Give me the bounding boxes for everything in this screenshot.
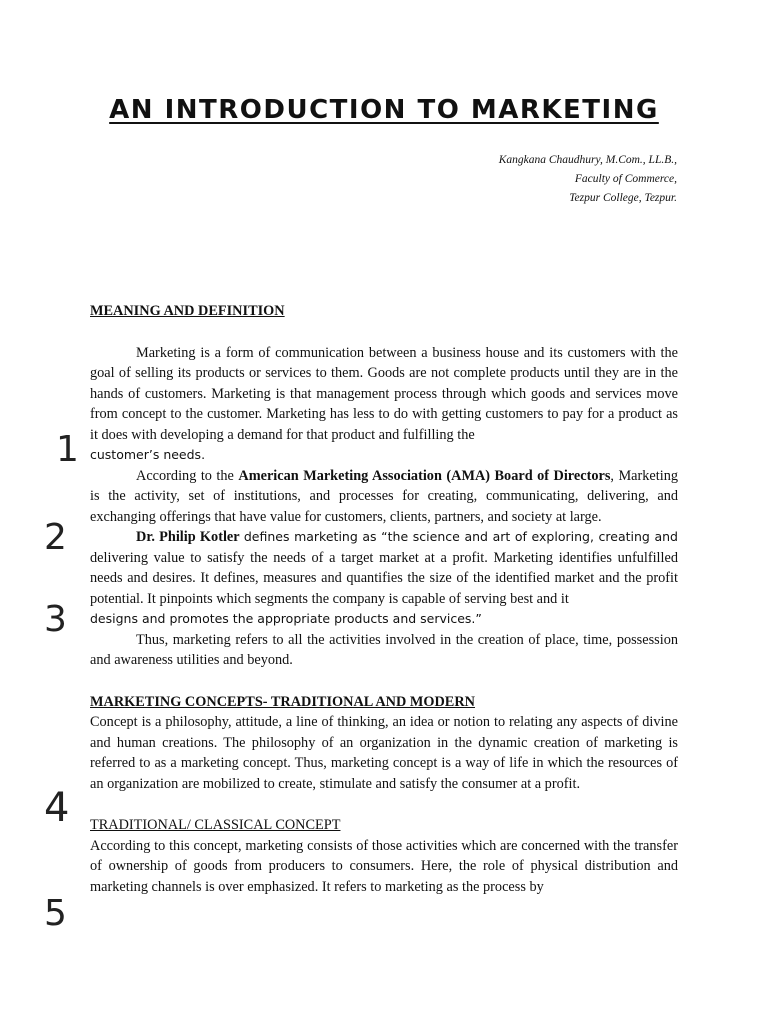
section-heading-meaning: MEANING AND DEFINITION: [90, 303, 285, 319]
paragraph-marketing-definition: Marketing is a form of communication between a business house and its customers with the goal of selling its products or services to them. Goods are not complete products until they are in the hands of customers. Marketing is that management process through which goods and services move from concept to the customer. Marketing has less to do with getting customers to pay for a product as it does with developing a demand for that product and fulfilling the customer’s needs.: [90, 344, 678, 462]
author-department: Faculty of Commerce,: [574, 173, 677, 185]
section-heading-traditional: TRADITIONAL/ CLASSICAL CONCEPT: [90, 817, 341, 833]
margin-number-5: 5: [44, 893, 67, 934]
paragraph-concept: Concept is a philosophy, attitude, a line of thinking, an idea or notion to relating any aspects of divine and human creations. The philosophy of an organization in the dynamic creation of marketing is referred to as a marketing concept. Thus, marketing concept is a way of life in which the resources of an organization are mobilized to create, stimulate and satisfy the consumer at a profit.: [90, 714, 678, 792]
author-college: Tezpur College, Tezpur.: [569, 192, 677, 204]
margin-number-3: 3: [44, 599, 67, 640]
paragraph-kotler-definition: Dr. Philip Kotler defines marketing as “the science and art of exploring, creating and delivering value to satisfy the needs of a target market at a profit. Marketing identifies unfulfilled needs and desires. It defines, measures and quantifies the size of the identified market and the profit potential. It pinpoints which segments the company is capable of serving best and it designs and promotes the appropriate products and services.”: [90, 529, 678, 626]
author-name: Kangkana Chaudhury, M.Com., LL.B.,: [498, 154, 677, 166]
author-block: [499, 151, 677, 208]
section-heading-concepts: MARKETING CONCEPTS- TRADITIONAL AND MODERN: [90, 693, 475, 710]
paragraph-ama-definition: According to the American Marketing Association (AMA) Board of Directors, Marketing is the activity, set of institutions, and processes for creating, communicating, delivering, and exchanging offerings that have value for customers, clients, partners, and society at large.: [90, 467, 679, 525]
paragraph-traditional: According to this concept, marketing consists of those activities which are concerned with the transfer of ownership of goods from producers to consumers. Here, the role of physical distribution and marketing channels is over emphasized. It refers to marketing as the process by: [90, 837, 678, 895]
document-body: [90, 301, 678, 897]
margin-number-4: 4: [44, 785, 70, 831]
margin-number-1: 1: [56, 429, 79, 470]
paragraph-marketing-summary: Thus, marketing refers to all the activities involved in the creation of place, time, possession and awareness utilities and beyond.: [90, 631, 678, 668]
margin-number-2: 2: [44, 517, 67, 558]
document-title: AN INTRODUCTION TO MARKETING: [109, 95, 659, 125]
